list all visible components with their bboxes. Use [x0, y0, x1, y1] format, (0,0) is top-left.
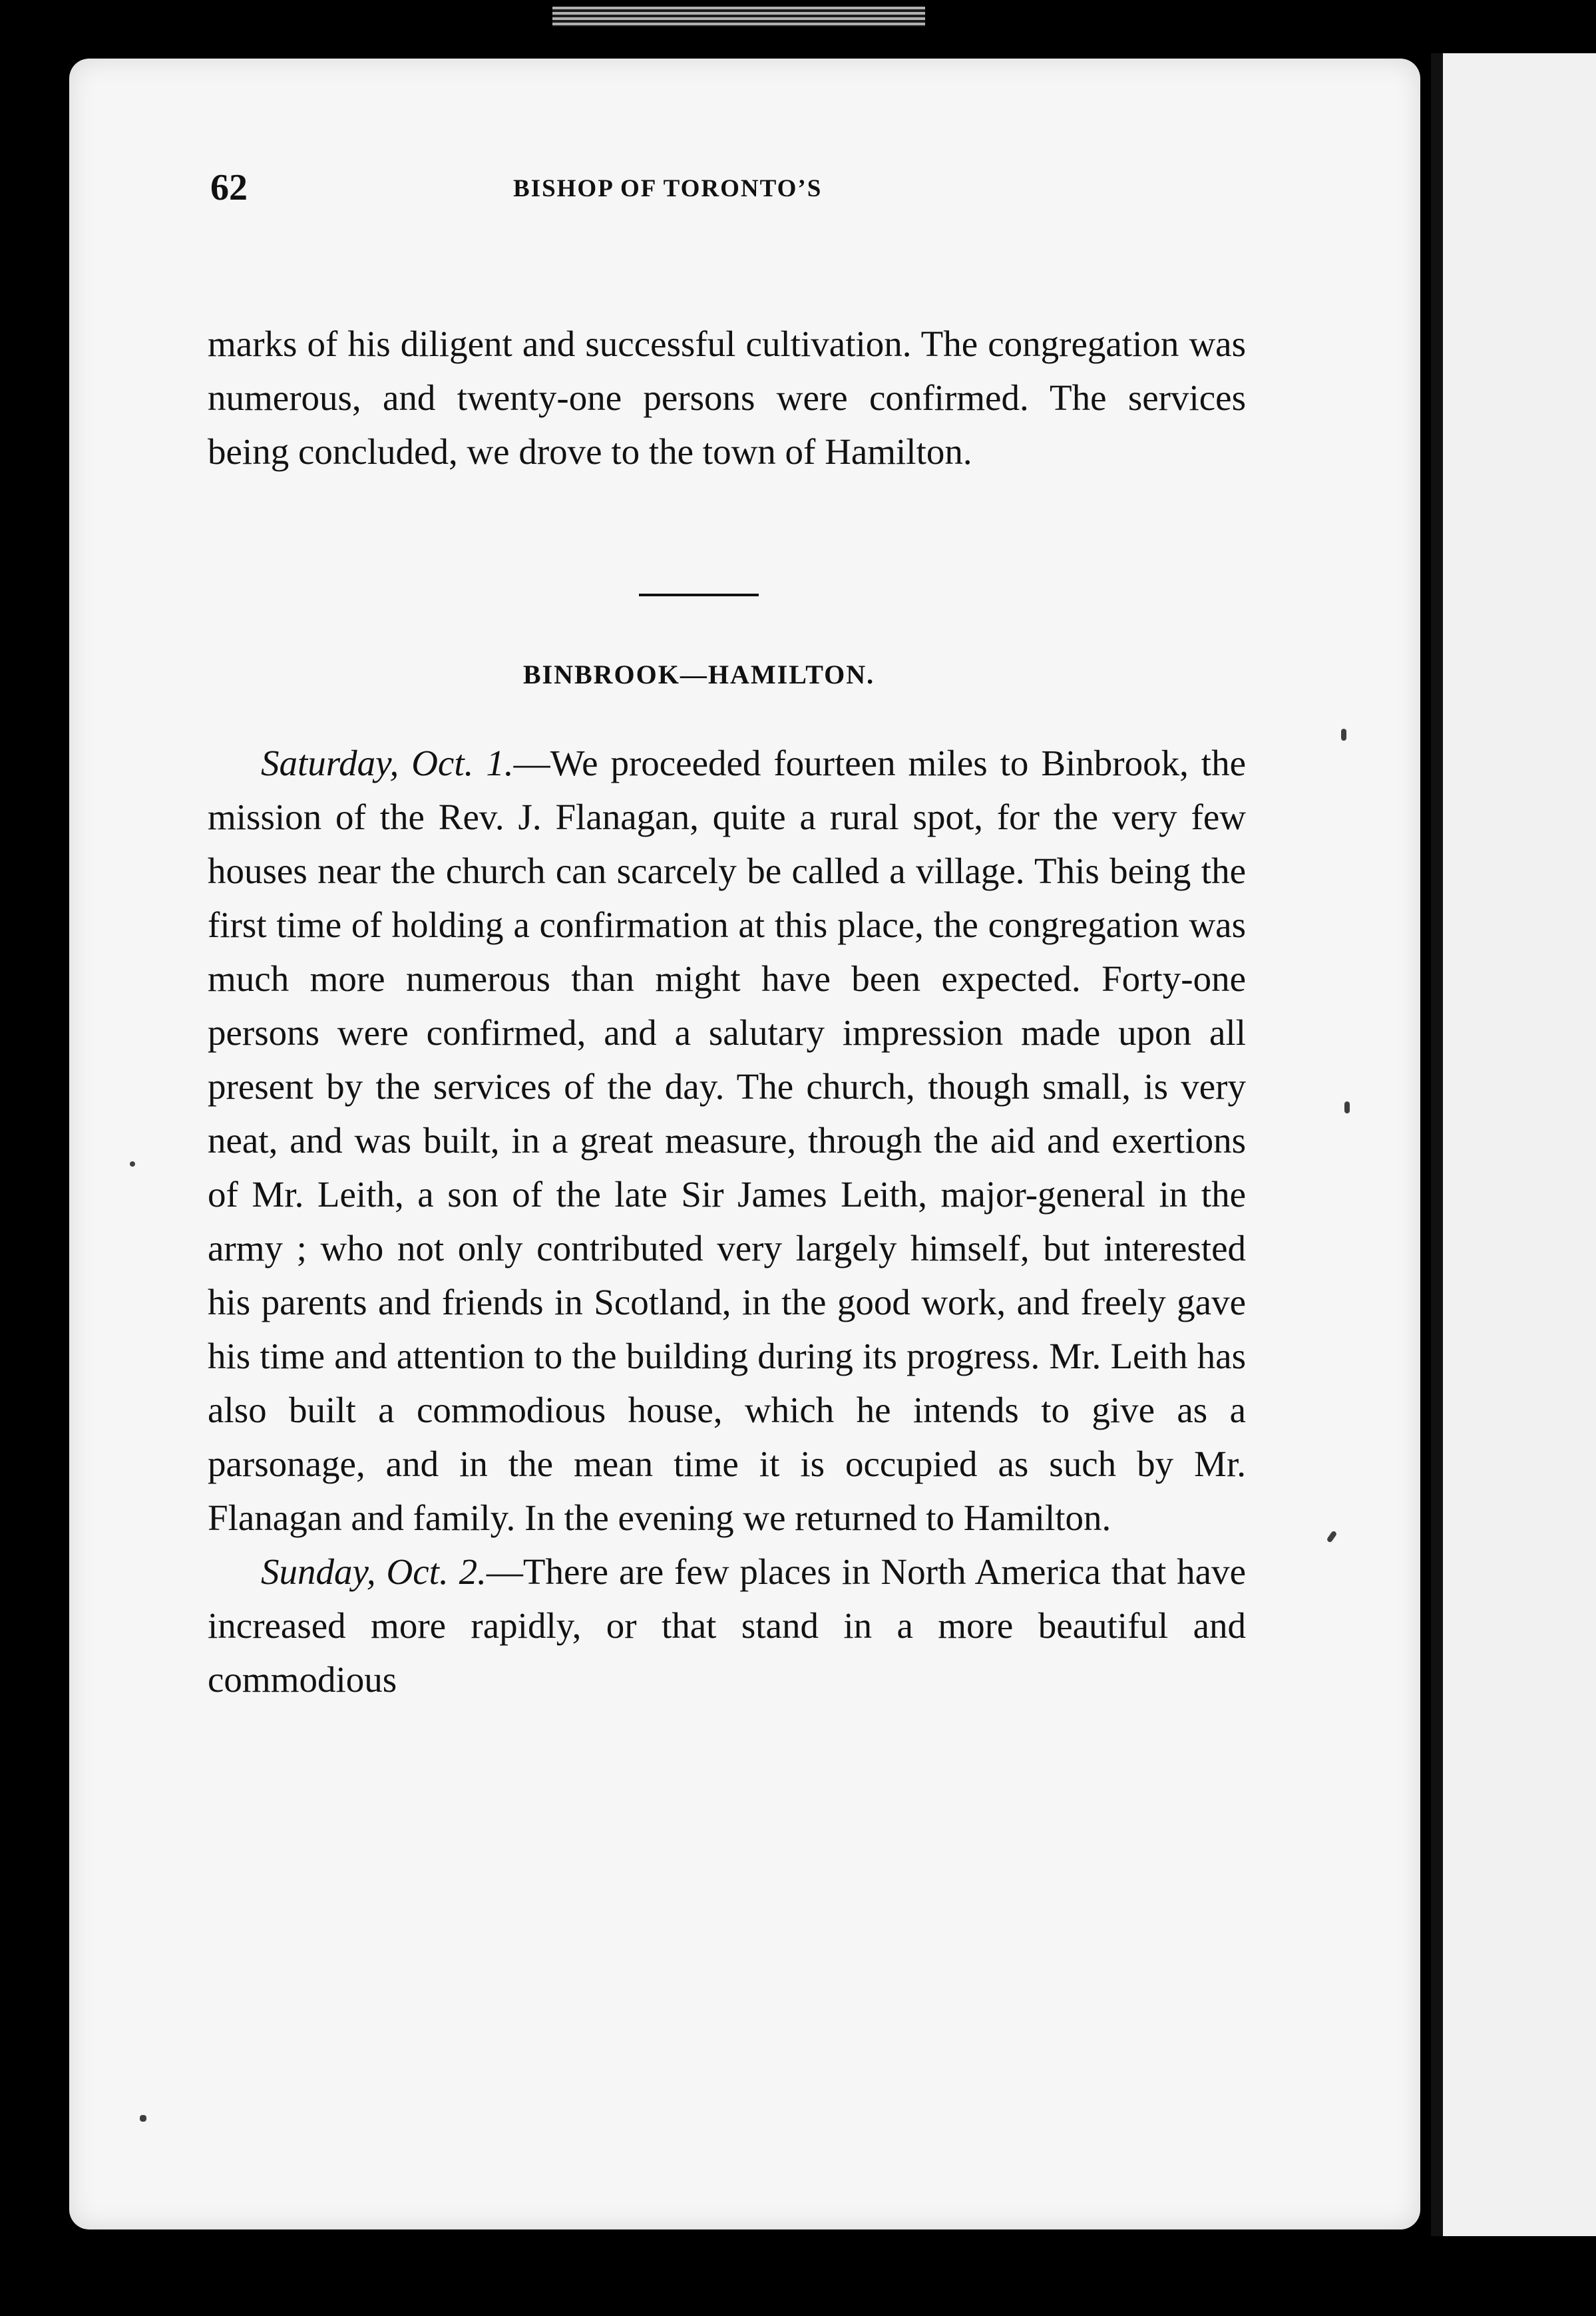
- ink-speck: [140, 2115, 146, 2122]
- paragraph-text: —We proceeded fourteen miles to Binbrook, the mission of the Rev. J. Flanagan, quite a rural spot, for the very few houses near the church can scarcely be called a village. This being the first time of holding a confirmation at this place, the congregation was much more numerous than might have been expected. Forty-one persons were confirmed, and a salutary impression made upon all present by the services of the day. The church, though small, is very neat, and was built, in a great measure, through the aid and exertions of Mr. Leith, a son of the late Sir James Leith, major-general in the army ; who not only contributed very largely himself, but interested his parents and friends in Scotland, in the good work, and freely gave his time and attention to the building during its progress. Mr. Leith has also built a commodious house, which he intends to give as a parsonage, and in the mean time it is occupied as such by Mr. Flanagan and family. In the evening we returned to Hamilton.: [208, 743, 1247, 1538]
- paragraph-date: Saturday, Oct. 1.: [261, 743, 514, 783]
- section-divider: [639, 594, 759, 596]
- section-title: BINBROOK—HAMILTON.: [522, 660, 875, 689]
- ink-speck: [130, 1161, 135, 1167]
- paragraph-date: Sunday, Oct. 2.: [261, 1551, 487, 1592]
- section-body: [208, 736, 1246, 1987]
- page-header: [210, 166, 996, 226]
- paragraph-saturday: [208, 736, 1246, 1545]
- paragraph-sunday: [208, 1545, 1246, 1706]
- running-title: BISHOP OF TORONTO’S: [513, 175, 823, 202]
- ink-speck: [1344, 1101, 1350, 1113]
- page-number: 62: [210, 167, 248, 208]
- paragraph-text: —There are few places in North America that have increased more rapidly, or that stand in a more beautiful and commodious: [208, 1551, 1246, 1700]
- ink-speck: [1341, 729, 1346, 741]
- book-top-edge: [552, 7, 925, 27]
- intro-paragraph: marks of his diligent and successful cultivation. The congregation was numerous, and twenty-one persons were confirmed. The services being concluded, we drove to the town of Hamilton.: [208, 323, 1246, 472]
- adjacent-page-edge: [1431, 53, 1596, 2236]
